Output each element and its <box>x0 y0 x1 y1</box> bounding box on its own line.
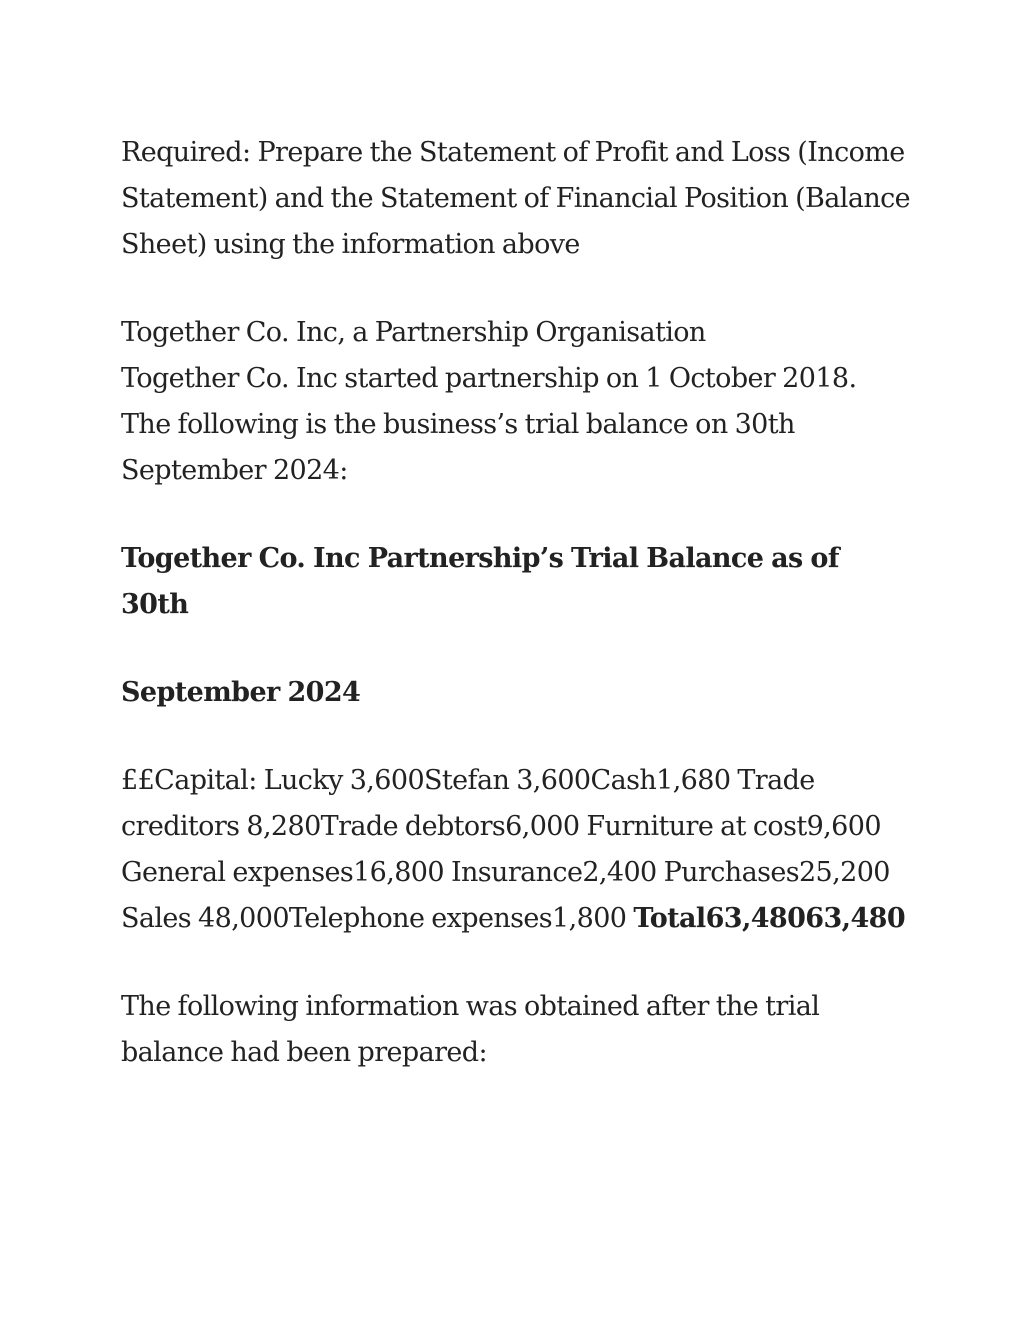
trial-balance-heading-date: September 2024 <box>121 677 361 708</box>
partnership-start-text: Together Co. Inc started partnership on 1 October 2018. The following is the business’s trial balance on 30th September 2024: <box>121 363 857 486</box>
document-page <box>121 130 911 1076</box>
trial-balance-paragraph <box>121 758 911 942</box>
intro-paragraph <box>121 310 911 494</box>
company-description: Together Co. Inc, a Partnership Organisation <box>121 317 706 348</box>
following-info-paragraph: The following information was obtained after the trial balance had been prepared: <box>121 991 820 1068</box>
trial-balance-total: Total63,48063,480 <box>633 903 906 934</box>
required-paragraph: Required: Prepare the Statement of Profit and Loss (Income Statement) and the Statement of Financial Position (Balance Sheet) using the information above <box>121 137 911 260</box>
trial-balance-heading: Together Co. Inc Partnership’s Trial Balance as of 30th <box>121 543 839 620</box>
trial-balance-items: ££Capital: Lucky 3,600Stefan 3,600Cash1,680 Trade creditors 8,280Trade debtors6,000 Furniture at cost9,600 General expenses16,800 Insurance2,400 Purchases25,200 Sales 48,000Telephone expenses1,800 <box>121 765 890 934</box>
